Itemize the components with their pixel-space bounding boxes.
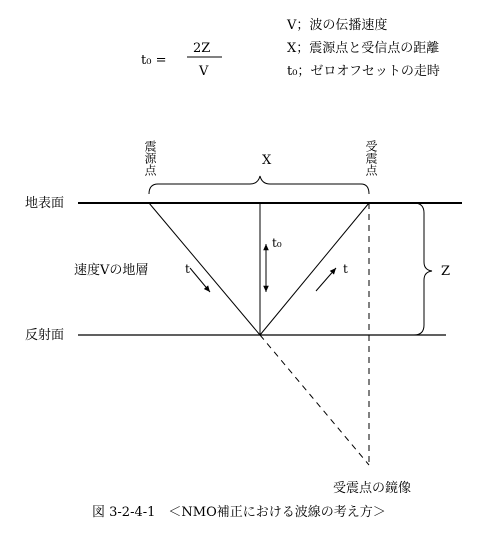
source-label: 震源点 xyxy=(143,140,157,176)
t-left-label: t xyxy=(185,262,190,276)
surface-label: 地表面 xyxy=(25,196,65,211)
formula-lhs: t₀ = xyxy=(141,53,167,68)
upgoing-ray xyxy=(260,203,369,335)
mirror-ray-dashed xyxy=(260,335,369,465)
x-label: X xyxy=(262,153,272,168)
receiver-label: 受震点 xyxy=(364,140,378,176)
z-brace xyxy=(414,203,432,335)
z-label: Z xyxy=(441,264,451,279)
mirror-label: 受震点の鏡像 xyxy=(333,481,412,496)
t-right-label: t xyxy=(343,262,348,276)
layer-label: 速度Vの地層 xyxy=(74,263,149,278)
t0-label: t₀ xyxy=(272,236,282,250)
reflector-label: 反射面 xyxy=(25,328,65,343)
formula-numerator: 2Z xyxy=(193,41,211,56)
legend-x: X；震源点と受信点の距離 xyxy=(287,41,440,56)
downgoing-ray xyxy=(149,203,260,335)
formula-denominator: V xyxy=(199,64,209,79)
up-arrow xyxy=(316,268,336,291)
legend-v: V；波の伝播速度 xyxy=(287,18,388,33)
legend-t0: t₀；ゼロオフセットの走時 xyxy=(287,64,440,79)
figure-caption: 図 3-2-4-1 ＜NMO補正における波線の考え方＞ xyxy=(92,505,386,520)
x-brace xyxy=(149,176,369,194)
